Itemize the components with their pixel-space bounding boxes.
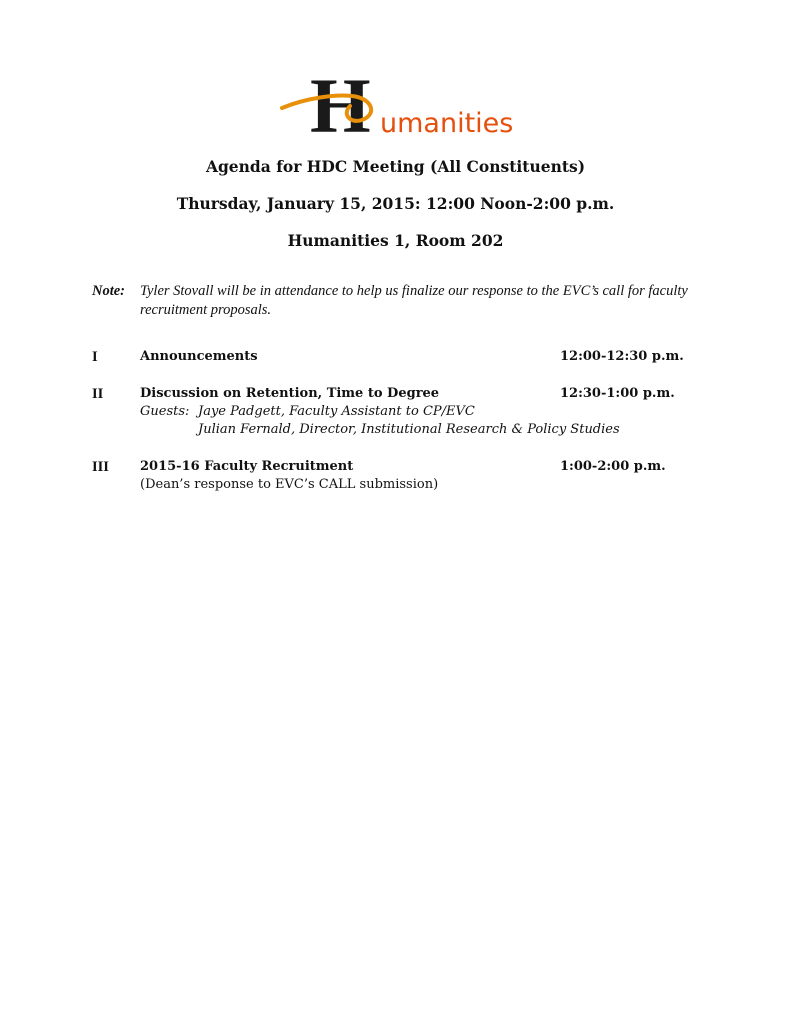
agenda-item-title-row: [140, 348, 712, 366]
logo-h-letter: H: [310, 62, 371, 149]
agenda-item-time: 12:00-12:30 p.m.: [560, 349, 684, 364]
agenda-item-numeral: I: [92, 349, 98, 365]
agenda-list: [92, 348, 712, 513]
note-block: [92, 282, 712, 320]
note-text: Tyler Stovall will be in attendance to help us finalize our response to the EVC’s call for faculty recruitment proposals.: [140, 283, 688, 318]
note-label: Note:: [92, 283, 126, 299]
guest-name: Jaye Padgett, Faculty Assistant to CP/EVC: [198, 404, 475, 419]
humanities-logo-graphic: [276, 62, 514, 149]
meeting-location: Humanities 1, Room 202: [287, 231, 504, 250]
agenda-item-title-row: [140, 458, 712, 476]
agenda-item-numeral: III: [92, 459, 109, 475]
agenda-item-retention: [92, 385, 712, 439]
guests-label: Guests:: [140, 404, 190, 419]
agenda-item-title: Discussion on Retention, Time to Degree: [140, 386, 440, 401]
meeting-date-time: Thursday, January 15, 2015: 12:00 Noon-2:00 p.m.: [176, 194, 615, 213]
agenda-item-detail: (Dean’s response to EVC’s CALL submission): [140, 477, 439, 492]
humanities-logo: [276, 62, 514, 149]
agenda-title: Agenda for HDC Meeting (All Constituents): [205, 157, 586, 176]
agenda-item-title-row: [140, 385, 712, 403]
meeting-header: [0, 148, 791, 259]
agenda-item-time: 1:00-2:00 p.m.: [560, 459, 666, 474]
agenda-item-time: 12:30-1:00 p.m.: [560, 386, 675, 401]
agenda-item-title: Announcements: [140, 349, 258, 364]
agenda-item-announcements: [92, 348, 712, 366]
guests-row: [140, 403, 712, 421]
agenda-item-recruitment: [92, 458, 712, 494]
agenda-item-numeral: II: [92, 386, 104, 402]
logo-wordmark: umanities: [380, 108, 514, 139]
agenda-item-title: 2015-16 Faculty Recruitment: [140, 459, 354, 474]
guests-row: [198, 421, 712, 439]
guest-name: Julian Fernald, Director, Institutional Research & Policy Studies: [198, 422, 620, 437]
